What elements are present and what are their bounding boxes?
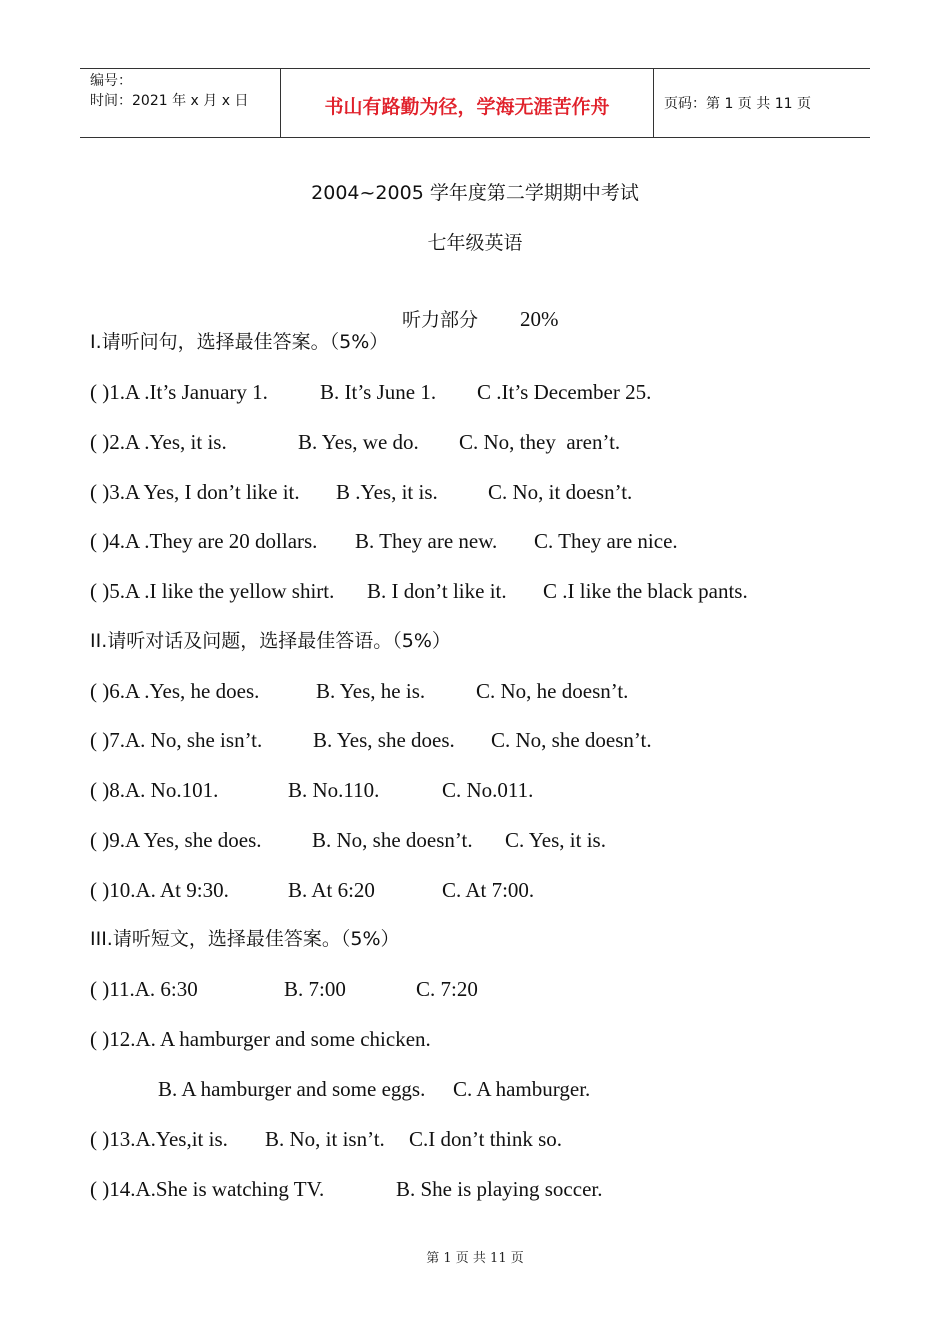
section-name: 听力部分 <box>401 309 478 331</box>
q11-a: ( )11.A. 6:30 <box>90 977 198 1001</box>
time-label: 时间：2021 年 x 月 x 日 <box>90 93 249 109</box>
q5-c: C .I like the black pants. <box>543 579 748 603</box>
q9-c: C. Yes, it is. <box>505 828 606 852</box>
q6-a: ( )6.A .Yes, he does. <box>90 679 260 703</box>
motto: 书山有路勤为径，学海无涯苦作舟 <box>324 95 610 118</box>
page-footer: 第 1 页 共 11 页 <box>426 1251 524 1266</box>
q4-c: C. They are nice. <box>534 529 678 553</box>
q3-c: C. No, it doesn’t. <box>488 480 633 504</box>
q8-b: B. No.110. <box>288 778 380 802</box>
q10-b: B. At 6:20 <box>288 878 375 902</box>
q13-c: C.I don’t think so. <box>409 1127 563 1151</box>
q2-a: ( )2.A .Yes, it is. <box>90 430 227 454</box>
q12-c: C. A hamburger. <box>453 1077 591 1101</box>
q8-c: C. No.011. <box>442 778 534 802</box>
q7-c: C. No, she doesn’t. <box>491 728 652 752</box>
header-page-info <box>654 69 880 137</box>
q4-b: B. They are new. <box>355 529 498 553</box>
document-header <box>80 68 870 138</box>
header-motto-cell <box>281 69 654 137</box>
q12-a: ( )12.A. A hamburger and some chicken. <box>90 1027 431 1051</box>
q11-c: C. 7:20 <box>416 977 478 1001</box>
exam-title: 2004~2005 学年度第二学期期中考试 <box>311 182 639 204</box>
q1-a: ( )1.A .It’s January 1. <box>90 380 268 404</box>
q6-c: C. No, he doesn’t. <box>476 679 629 703</box>
q1-b: B. It’s June 1. <box>320 380 437 404</box>
q9-b: B. No, she doesn’t. <box>312 828 473 852</box>
q12-b: B. A hamburger and some eggs. <box>158 1077 426 1101</box>
q11-b: B. 7:00 <box>284 977 346 1001</box>
part2-heading: II.请听对话及问题，选择最佳答语。（5%） <box>90 630 451 652</box>
q3-a: ( )3.A Yes, I don’t like it. <box>90 480 300 504</box>
q8-a: ( )8.A. No.101. <box>90 778 219 802</box>
part3-heading: III.请听短文，选择最佳答案。（5%） <box>90 928 400 950</box>
q14-a: ( )14.A.She is watching TV. <box>90 1177 325 1201</box>
q3-b: B .Yes, it is. <box>336 480 438 504</box>
q2-b: B. Yes, we do. <box>298 430 419 454</box>
number-label: 编号： <box>90 73 132 89</box>
q4-a: ( )4.A .They are 20 dollars. <box>90 529 318 553</box>
q5-a: ( )5.A .I like the yellow shirt. <box>90 579 335 603</box>
part1-heading: I.请听问句，选择最佳答案。（5%） <box>90 331 389 353</box>
q7-a: ( )7.A. No, she isn’t. <box>90 728 263 752</box>
q13-a: ( )13.A.Yes,it is. <box>90 1127 228 1151</box>
q5-b: B. I don’t like it. <box>367 579 507 603</box>
subject-title: 七年级英语 <box>427 232 523 254</box>
section-score: 20% <box>520 307 559 331</box>
q9-a: ( )9.A Yes, she does. <box>90 828 262 852</box>
q10-a: ( )10.A. At 9:30. <box>90 878 229 902</box>
q2-c: C. No, they aren’t. <box>459 430 621 454</box>
header-meta <box>80 69 281 137</box>
q7-b: B. Yes, she does. <box>313 728 455 752</box>
q13-b: B. No, it isn’t. <box>265 1127 385 1151</box>
q14-b: B. She is playing soccer. <box>396 1177 603 1201</box>
q6-b: B. Yes, he is. <box>316 679 426 703</box>
q10-c: C. At 7:00. <box>442 878 535 902</box>
page-info: 页码：第 1 页 共 11 页 <box>664 96 811 112</box>
section-title <box>0 280 950 333</box>
q1-c: C .It’s December 25. <box>477 380 652 404</box>
